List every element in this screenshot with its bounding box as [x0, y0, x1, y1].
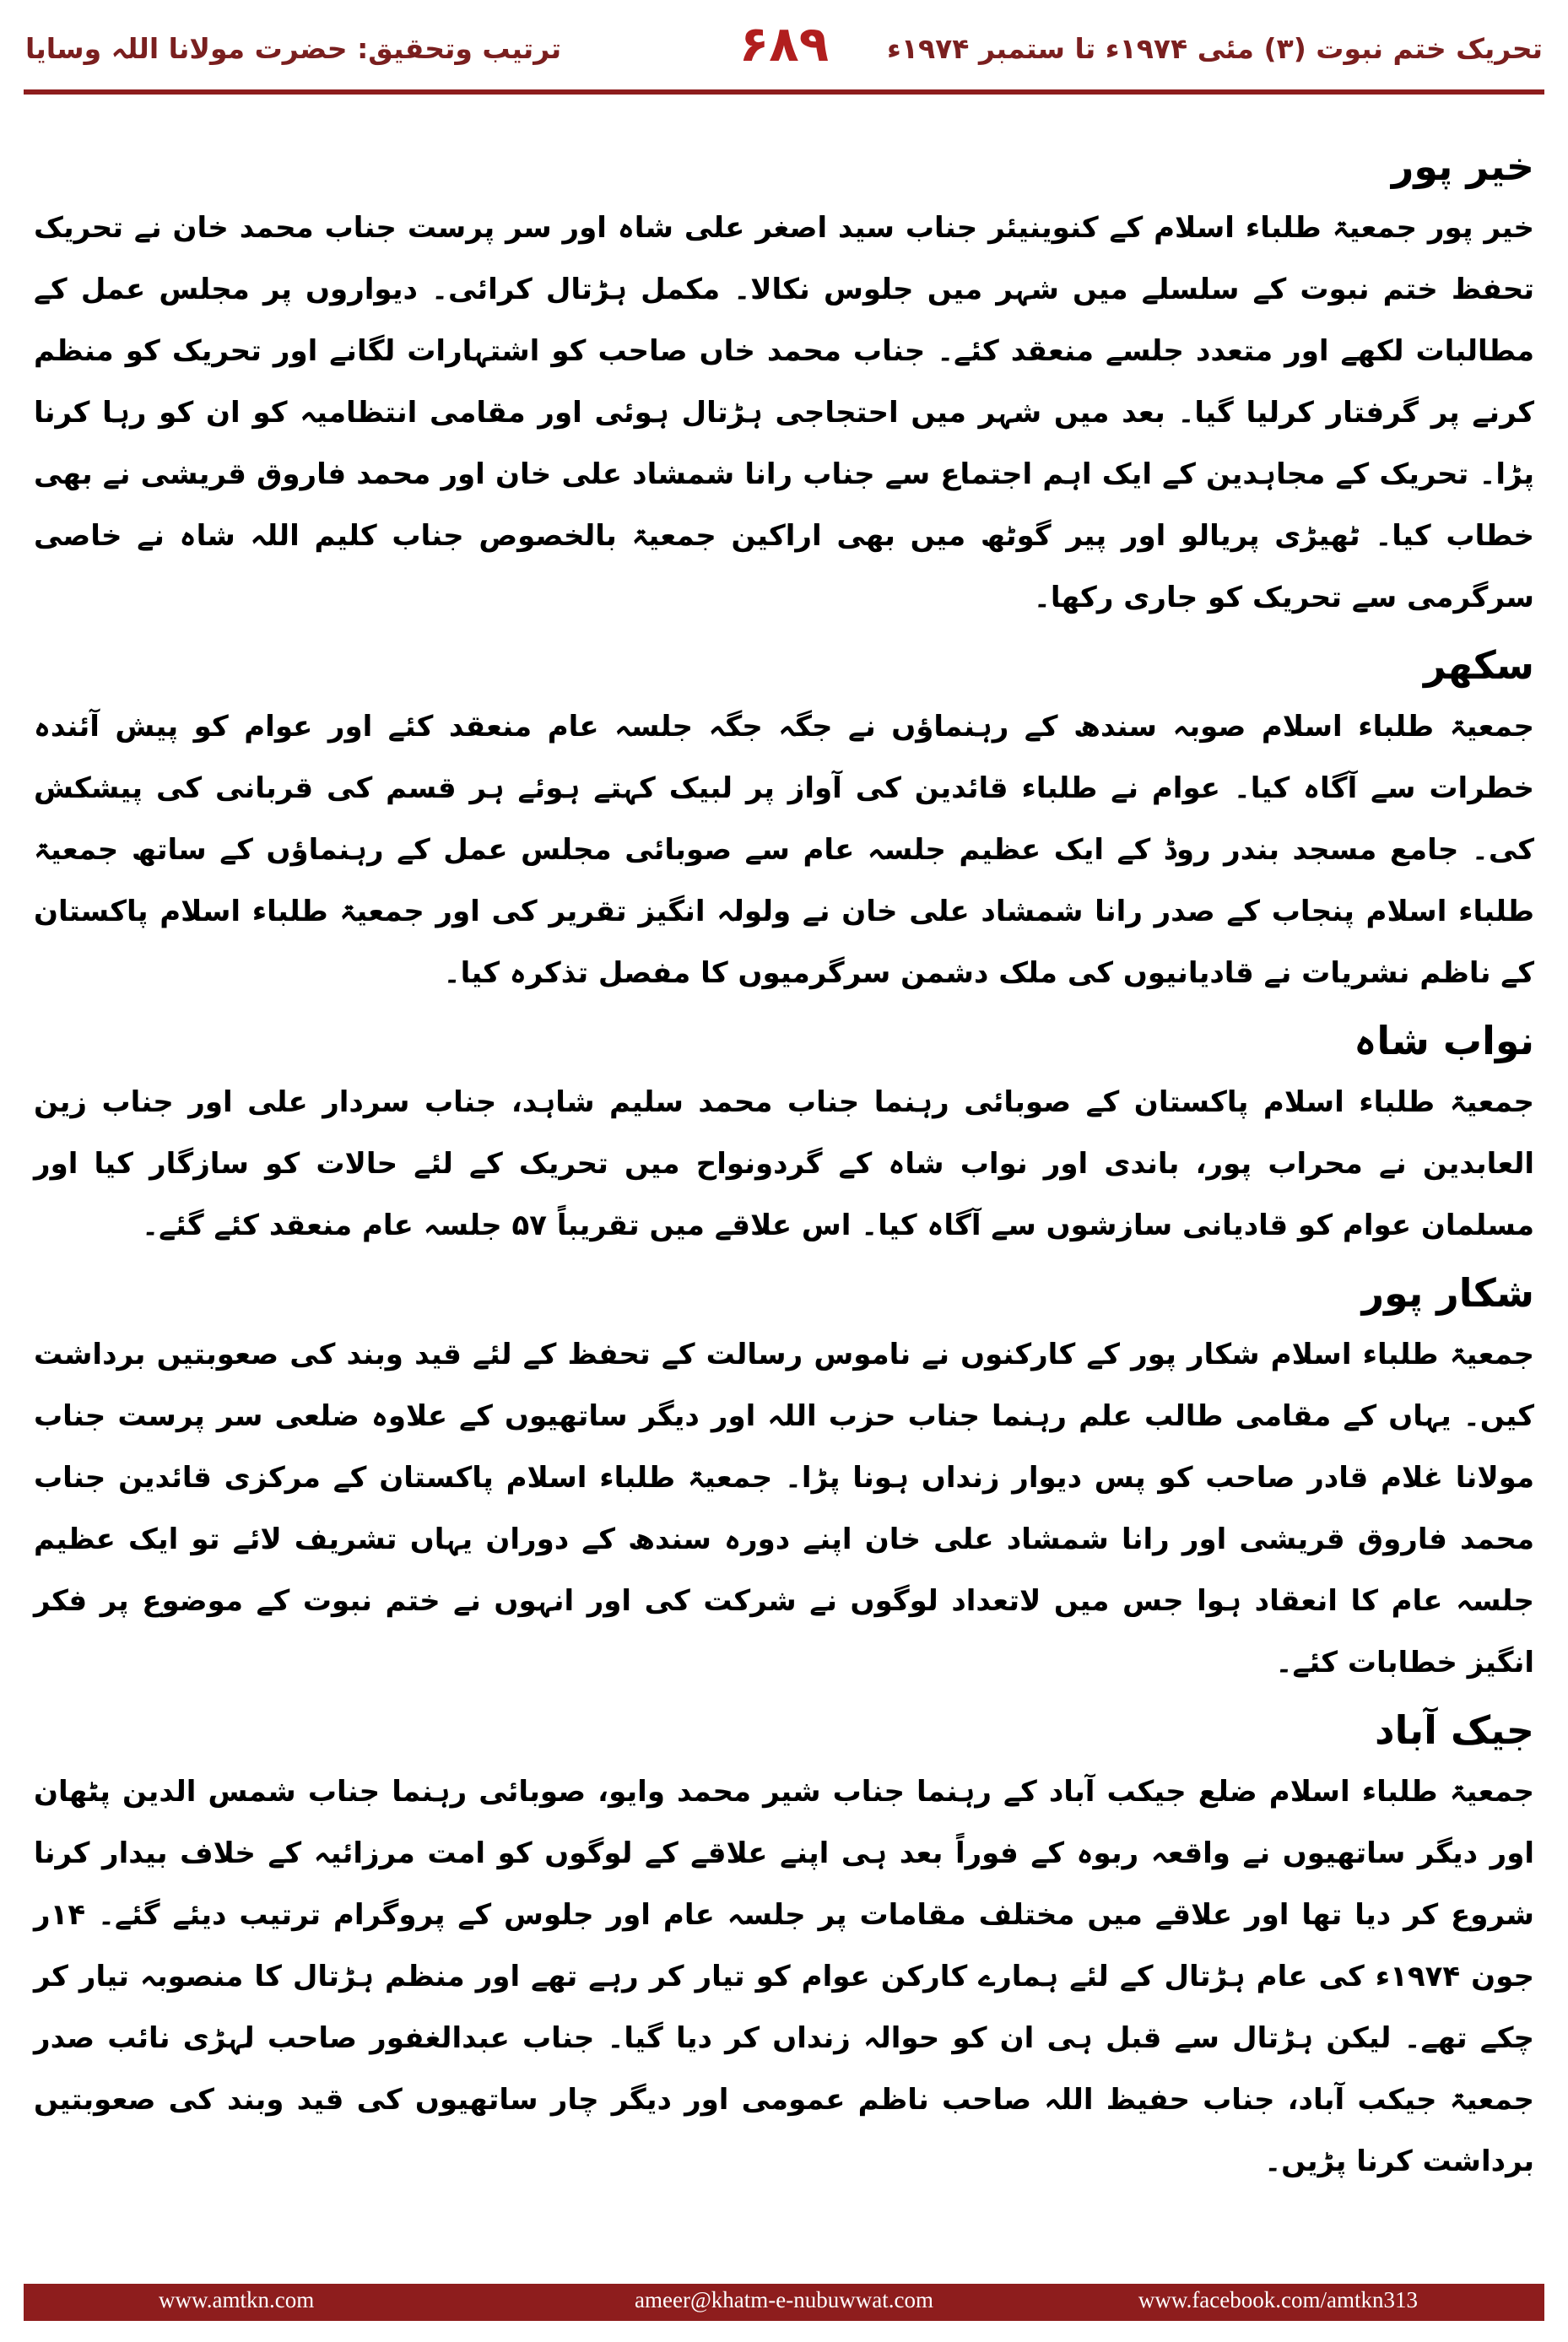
section-nawabshah — [34, 1009, 1534, 1257]
page-header — [0, 0, 1568, 84]
section-paragraph: جمعیۃ طلباء اسلام صوبہ سندھ کے رہنماؤں نے جگہ جگہ جلسہ عام منعقد کئے اور عوام کو پیش آئندہ خطرات سے آگاہ کیا۔ عوام نے طلباء قائدین کی آواز پر لبیک کہتے ہوئے ہر قسم کی قربانی کی پیشکش کی۔ جامع مسجد بندر روڈ کے ایک عظیم جلسہ عام سے صوبائی مجلس عمل کے رہنماؤں کے ساتھ جمعیۃ طلباء اسلام پنجاب کے صدر رانا شمشاد علی خان نے ولولہ انگیز تقریر کی اور جمعیۃ طلباء اسلام پاکستان کے ناظم نشریات نے قادیانیوں کی ملک دشمن سرگرمیوں کا مفصل تذکرہ کیا۔ — [34, 710, 1534, 990]
header-divider — [24, 89, 1544, 95]
section-khairpur — [34, 135, 1534, 629]
page-content — [34, 135, 1534, 2198]
facebook-link[interactable]: www.facebook.com/amtkn313 — [1138, 2287, 1418, 2312]
section-paragraph: جمعیۃ طلباء اسلام ضلع جیکب آباد کے رہنما جناب شیر محمد وایو، صوبائی رہنما جناب شمس الدین پٹھان اور دیگر ساتھیوں نے واقعہ ربوہ کے فوراً بعد ہی اپنے علاقے کے لوگوں کو امت مرزائیہ کے خلاف بیدار کرنا شروع کر دیا تھا اور علاقے میں مختلف مقامات پر جلسہ عام اور جلوس کے پروگرام ترتیب دیئے گئے۔ ۱۴ر جون ۱۹۷۴ء کی عام ہڑتال کے لئے ہمارے کارکن عوام کو تیار کر رہے تھے اور منظم ہڑتال کا منصوبہ تیار کر چکے تھے۔ لیکن ہڑتال سے قبل ہی ان کو حوالہ زنداں کر دیا گیا۔ جناب عبدالغفور صاحب لہڑی نائب صدر جمعیۃ جیکب آباد، جناب حفیظ اللہ صاحب ناظم عمومی اور دیگر چار ساتھیوں کی قید وبند کی صعوبتیں برداشت کرنا پڑیں۔ — [34, 1775, 1534, 2178]
compiler-credit: ترتیب وتحقیق: حضرت مولانا اللہ وسایا — [25, 32, 562, 65]
website-link[interactable]: www.amtkn.com — [159, 2287, 315, 2312]
section-jacobabad — [34, 1699, 1534, 2193]
page-number: ۶۸۹ — [738, 15, 830, 73]
section-heading: شکار پور — [1361, 1270, 1534, 1316]
section-heading: نواب شاہ — [1354, 1018, 1534, 1063]
section-paragraph: جمعیۃ طلباء اسلام شکار پور کے کارکنوں نے ناموس رسالت کے تحفظ کے لئے قید وبند کی صعوبتیں برداشت کیں۔ یہاں کے مقامی طالب علم رہنما جناب حزب اللہ اور دیگر ساتھیوں کے علاوہ ضلعی سر پرست جناب مولانا غلام قادر صاحب کو پس دیوار زنداں ہونا پڑا۔ جمعیۃ طلباء اسلام پاکستان کے مرکزی قائدین جناب محمد فاروق قریشی اور رانا شمشاد علی خان اپنے دورہ سندھ کے دوران یہاں تشریف لائے تو ایک عظیم جلسہ عام کا انعقاد ہوا جس میں لاتعداد لوگوں نے شرکت کی اور انہوں نے ختم نبوت کے موضوع پر فکر انگیز خطابات کئے۔ — [34, 1338, 1534, 1679]
section-sukkur — [34, 634, 1534, 1004]
section-heading: سکھر — [1424, 642, 1534, 688]
page-footer — [24, 2284, 1544, 2321]
book-title: تحریک ختم نبوت (۳) مئی ۱۹۷۴ء تا ستمبر ۱۹۷۴ء — [887, 32, 1543, 65]
section-heading: جیک آباد — [1375, 1707, 1534, 1753]
section-paragraph: خیر پور جمعیۃ طلباء اسلام کے کنوینیئر جناب سید اصغر علی شاہ اور سر پرست جناب محمد خان نے تحریک تحفظ ختم نبوت کے سلسلے میں شہر میں جلوس نکالا۔ مکمل ہڑتال کرائی۔ دیواروں پر مجلس عمل کے مطالبات لکھے اور متعدد جلسے منعقد کئے۔ جناب محمد خاں صاحب کو اشتہارات لگانے اور تحریک کو منظم کرنے پر گرفتار کرلیا گیا۔ بعد میں شہر میں احتجاجی ہڑتال ہوئی اور مقامی انتظامیہ کو ان کو رہا کرنا پڑا۔ تحریک کے مجاہدین کے ایک اہم اجتماع سے جناب رانا شمشاد علی خان اور محمد فاروق قریشی نے بھی خطاب کیا۔ ٹھیڑی پریالو اور پیر گوٹھ میں بھی اراکین جمعیۃ بالخصوص جناب کلیم اللہ شاہ نے خاصی سرگرمی سے تحریک کو جاری رکھا۔ — [34, 211, 1534, 614]
section-paragraph: جمعیۃ طلباء اسلام پاکستان کے صوبائی رہنما جناب محمد سلیم شاہد، جناب سردار علی اور جناب زین العابدین نے محراب پور، باندی اور نواب شاہ کے گردونواح میں تحریک کے لئے حالات کو سازگار کیا اور مسلمان عوام کو قادیانی سازشوں سے آگاہ کیا۔ اس علاقے میں تقریباً ۵۷ جلسہ عام منعقد کئے گئے۔ — [34, 1085, 1534, 1242]
email-link[interactable]: ameer@khatm-e-nubuwwat.com — [635, 2287, 933, 2312]
section-shikarpur — [34, 1262, 1534, 1694]
section-heading: خیر پور — [1391, 143, 1534, 189]
